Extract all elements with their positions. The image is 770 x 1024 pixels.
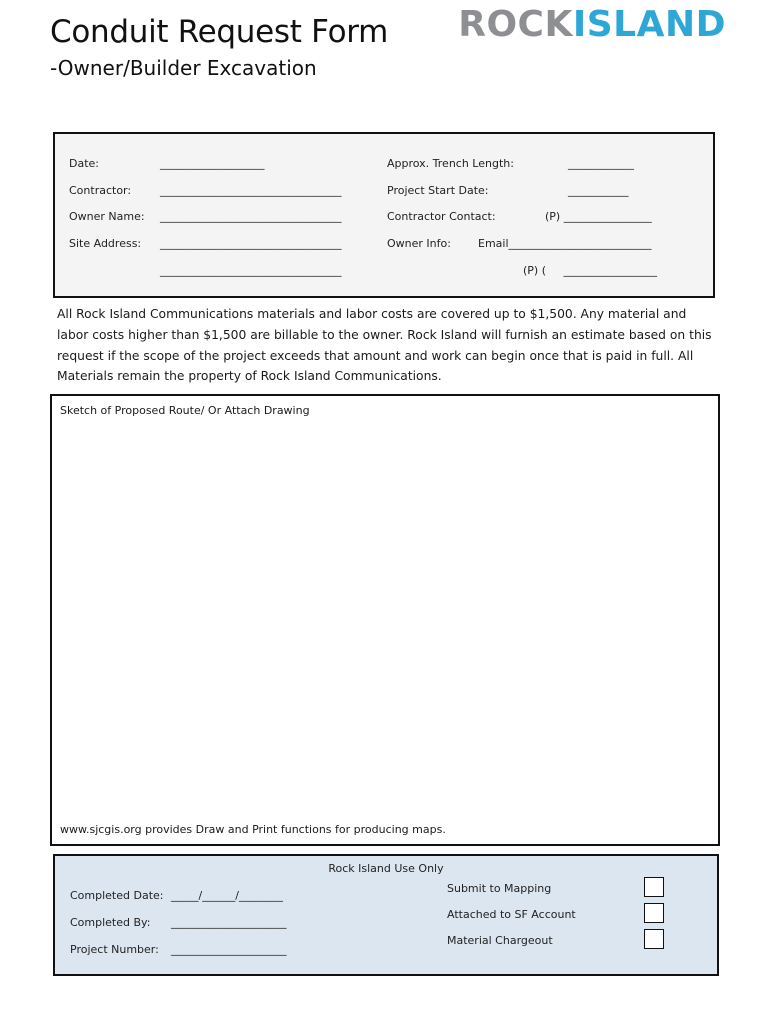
- site-address-field-2[interactable]: _________________________________: [160, 264, 342, 277]
- owner-email-field[interactable]: Email__________________________: [478, 237, 652, 250]
- office-use-box: [53, 854, 719, 976]
- start-date-field[interactable]: ___________: [568, 184, 629, 197]
- owner-name-label: Owner Name:: [69, 210, 145, 223]
- contractor-contact-label: Contractor Contact:: [387, 210, 496, 223]
- completed-date-label: Completed Date:: [70, 889, 164, 902]
- attached-to-sf-checkbox[interactable]: [644, 903, 664, 923]
- office-use-heading: Rock Island Use Only: [328, 862, 444, 875]
- form-subtitle: -Owner/Builder Excavation: [50, 56, 317, 80]
- logo-rock-text: ROCK: [458, 4, 573, 45]
- submit-to-mapping-checkbox[interactable]: [644, 877, 664, 897]
- sketch-map-note: www.sjcgis.org provides Draw and Print functions for producing maps.: [60, 823, 446, 836]
- date-field[interactable]: ___________________: [160, 157, 265, 170]
- request-info-box: [53, 132, 715, 298]
- sketch-label: Sketch of Proposed Route/ Or Attach Drawing: [60, 404, 310, 417]
- contractor-phone-field[interactable]: (P) ________________: [545, 210, 652, 223]
- site-address-label: Site Address:: [69, 237, 142, 250]
- project-number-label: Project Number:: [70, 943, 159, 956]
- date-label: Date:: [69, 157, 99, 170]
- start-date-label: Project Start Date:: [387, 184, 489, 197]
- project-number-field[interactable]: _____________________: [171, 943, 287, 956]
- site-address-field[interactable]: _________________________________: [160, 237, 342, 250]
- material-chargeout-label: Material Chargeout: [447, 934, 553, 947]
- form-title: Conduit Request Form: [50, 14, 389, 50]
- attached-to-sf-label: Attached to SF Account: [447, 908, 576, 921]
- owner-name-field[interactable]: _________________________________: [160, 210, 342, 223]
- logo-island-text: ISLAND: [572, 4, 726, 45]
- completed-date-field[interactable]: _____/______/________: [171, 889, 283, 902]
- contractor-label: Contractor:: [69, 184, 132, 197]
- contractor-field[interactable]: _________________________________: [160, 184, 342, 197]
- material-chargeout-checkbox[interactable]: [644, 929, 664, 949]
- submit-to-mapping-label: Submit to Mapping: [447, 882, 552, 895]
- trench-length-field[interactable]: ____________: [568, 157, 634, 170]
- completed-by-field[interactable]: _____________________: [171, 916, 287, 929]
- trench-length-label: Approx. Trench Length:: [387, 157, 514, 170]
- rock-island-logo: [458, 4, 726, 45]
- sketch-area[interactable]: [50, 394, 720, 846]
- owner-info-label: Owner Info:: [387, 237, 451, 250]
- owner-phone-field[interactable]: (P) ( _________________: [523, 264, 657, 277]
- completed-by-label: Completed By:: [70, 916, 151, 929]
- cost-disclaimer: All Rock Island Communications materials and labor costs are covered up to $1,500. Any material and labor costs higher than $1,500 are billable to the owner. Rock Island will furnish an estimate based on this request if the scope of the project exceeds that amount and work can begin once that is paid in full. All Materials remain the property of Rock Island Communications.: [57, 307, 712, 384]
